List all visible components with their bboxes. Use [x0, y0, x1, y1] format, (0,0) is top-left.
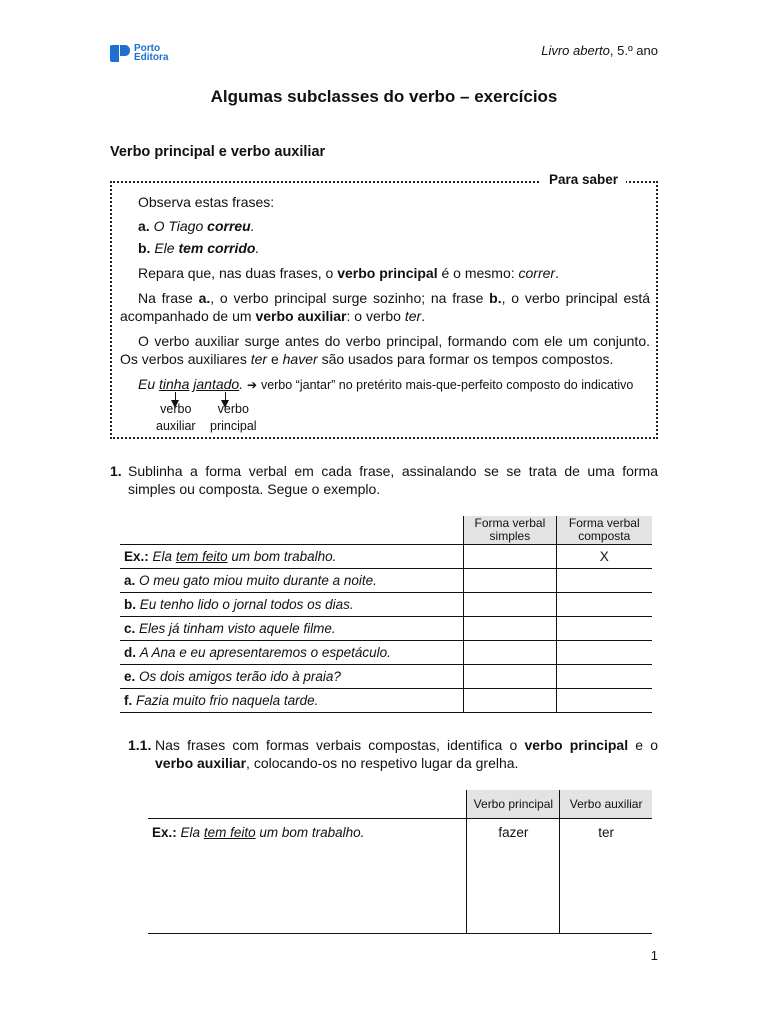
book-title: Livro aberto — [541, 43, 610, 58]
example-b-verb: tem corrido — [178, 240, 256, 256]
sentence-cell — [120, 665, 464, 689]
table-row — [120, 569, 652, 593]
page-number: 1 — [650, 948, 658, 963]
answer-compound-cell[interactable] — [556, 689, 652, 713]
sentence-cell — [120, 617, 464, 641]
exercise-1-1-table — [148, 790, 652, 934]
table-row — [120, 545, 652, 569]
book-grade: , 5.º ano — [609, 43, 658, 58]
column-header-main-verb: Verbo principal — [467, 790, 560, 819]
p3-c: e — [270, 351, 279, 367]
p1-bold: verbo principal — [337, 265, 438, 281]
ex11-t2: verbo principal — [524, 737, 629, 753]
column-header-simple: Forma verbal simples — [464, 516, 556, 545]
answer-simple-cell[interactable] — [464, 545, 556, 569]
p1-italic: correr — [518, 265, 556, 281]
column-header-compound: Forma verbal composta — [556, 516, 652, 545]
p1-pre: Repara que, nas duas frases, o — [138, 265, 334, 281]
exercise-1-1-text — [155, 736, 658, 772]
answer-compound-cell[interactable] — [556, 641, 652, 665]
row-letter: d. — [124, 645, 136, 660]
exercise-1-table — [120, 516, 652, 713]
ex11-t1: Nas frases com formas verbais compostas, identifica o — [155, 737, 518, 753]
answer-simple-cell[interactable] — [464, 641, 556, 665]
label-principal — [210, 402, 257, 434]
row-letter: Ex.: — [124, 549, 149, 564]
sentence-text: O meu gato miou muito durante a noite. — [139, 573, 377, 588]
section-title: Verbo principal e verbo auxiliar — [110, 144, 326, 160]
p2-h: ter — [404, 308, 422, 324]
sentence-cell — [120, 641, 464, 665]
ex11-t4: verbo auxiliar — [155, 755, 247, 771]
sentence-text: Eles já tinham visto aquele filme. — [139, 621, 336, 636]
p3-a: O verbo auxiliar surge antes do verbo principal, formando com ele um conjunto. Os verbos auxiliares — [120, 333, 650, 367]
book-reference — [541, 43, 658, 58]
sentence-post: um bom trabalho. — [231, 549, 337, 564]
sentence-verb: tem feito — [203, 825, 256, 840]
sentence-text: Eu tenho lido o jornal todos os dias. — [139, 597, 354, 612]
answer-simple-cell[interactable] — [464, 593, 556, 617]
p3-b: ter — [250, 351, 268, 367]
sentence-cell — [120, 689, 464, 713]
row-letter: a. — [124, 573, 136, 588]
ex11-t3: e o — [635, 737, 659, 753]
example-aux-verb: tinha — [159, 376, 190, 392]
sentence-post: um bom trabalho. — [259, 825, 365, 840]
exercise-1-text: Sublinha a forma verbal em cada frase, assinalando se se trata de uma forma simples ou composta. Segue o exemplo. — [128, 463, 658, 497]
ex11-t5: , colocando-os no respetivo lugar da grelha. — [246, 755, 519, 771]
porto-editora-logo-icon — [110, 45, 130, 62]
label-aux-line1: verbo — [160, 402, 192, 416]
sentence-cell — [120, 545, 464, 569]
table-row — [120, 689, 652, 713]
row-letter: f. — [124, 693, 133, 708]
answer-compound-cell[interactable] — [556, 617, 652, 641]
sentence-text: Os dois amigos terão ido à praia? — [139, 669, 341, 684]
example-a-verb: correu — [207, 218, 251, 234]
sentence-cell — [120, 569, 464, 593]
row-letter: e. — [124, 669, 136, 684]
label-aux-line2: auxiliar — [156, 419, 196, 433]
answer-simple-cell[interactable] — [464, 689, 556, 713]
p3-d: haver — [282, 351, 318, 367]
sentence-text: Fazia muito frio naquela tarde. — [136, 693, 319, 708]
row-letter: c. — [124, 621, 136, 636]
exercise-1-number: 1. — [110, 463, 122, 479]
example-a-letter: a. — [138, 218, 150, 234]
row-letter: Ex.: — [152, 825, 177, 840]
exercise-1-1-number: 1.1. — [128, 737, 152, 753]
p2-c: , o verbo principal surge sozinho; na frase — [210, 290, 484, 306]
answer-main-verb-cell[interactable]: fazer — [467, 819, 560, 934]
verb-example: Eu tinha jantado. ➔ verbo “jantar” no pretérito mais-que-perfeito composto do indicativo — [138, 376, 634, 392]
column-header-aux-verb: Verbo auxiliar — [560, 790, 652, 819]
p1-mid: é o mesmo: — [441, 265, 515, 281]
arrow-right-icon: ➔ — [246, 378, 258, 392]
example-a: a. O Tiago correu. — [138, 218, 255, 234]
sentence-cell — [148, 819, 467, 934]
p2-e: , o verbo principal está acompanhado de um — [120, 290, 650, 324]
table-row — [120, 641, 652, 665]
p2-g: : o verbo — [346, 308, 401, 324]
row-letter: b. — [124, 597, 136, 612]
answer-aux-verb-cell[interactable]: ter — [560, 819, 652, 934]
table-row — [148, 819, 652, 934]
label-main-line1: verbo — [217, 402, 249, 416]
p2-f: verbo auxiliar — [255, 308, 347, 324]
logo-line-2: Editora — [134, 52, 169, 63]
answer-simple-cell[interactable] — [464, 569, 556, 593]
example-a-text: O Tiago — [153, 218, 204, 234]
box-paragraph-3 — [120, 332, 650, 368]
box-intro: Observa estas frases: — [138, 194, 275, 210]
sentence-pre: Ela — [152, 549, 173, 564]
answer-compound-cell[interactable]: X — [556, 545, 652, 569]
table-row — [120, 665, 652, 689]
table-row — [120, 593, 652, 617]
answer-compound-cell[interactable] — [556, 569, 652, 593]
logo-line-1: Porto — [134, 43, 161, 54]
p2-b: a. — [198, 290, 211, 306]
example-note: verbo “jantar” no pretérito mais-que-perfeito composto do indicativo — [260, 378, 634, 392]
publisher-logo — [110, 44, 168, 62]
para-saber-tag: Para saber — [541, 172, 626, 187]
example-b-letter: b. — [138, 240, 151, 256]
p3-e: são usados para formar os tempos compostos. — [321, 351, 614, 367]
sentence-text: A Ana e eu apresentaremos o espetáculo. — [139, 645, 391, 660]
label-auxiliary — [156, 402, 196, 434]
p2-a: Na frase — [138, 290, 193, 306]
example-b-text: Ele — [154, 240, 175, 256]
answer-compound-cell[interactable] — [556, 665, 652, 689]
p2-d: b. — [489, 290, 502, 306]
example-main-verb: jantado — [193, 376, 240, 392]
sentence-pre: Ela — [180, 825, 201, 840]
sentence-cell — [120, 593, 464, 617]
example-subject: Eu — [138, 376, 156, 392]
sentence-verb: tem feito — [175, 549, 228, 564]
answer-compound-cell[interactable] — [556, 593, 652, 617]
label-main-line2: principal — [210, 419, 257, 433]
answer-simple-cell[interactable] — [464, 617, 556, 641]
answer-simple-cell[interactable] — [464, 665, 556, 689]
page-title: Algumas subclasses do verbo – exercícios — [210, 87, 558, 106]
example-b: b. Ele tem corrido. — [138, 240, 260, 256]
table-row — [120, 617, 652, 641]
box-paragraph-2: Na frase a., o verbo principal surge sozinho; na frase b., o verbo principal está acompanhado de um verbo auxiliar: o verbo ter. — [120, 290, 650, 324]
box-paragraph-1: Repara que, nas duas frases, o verbo principal é o mesmo: correr. — [138, 265, 559, 281]
